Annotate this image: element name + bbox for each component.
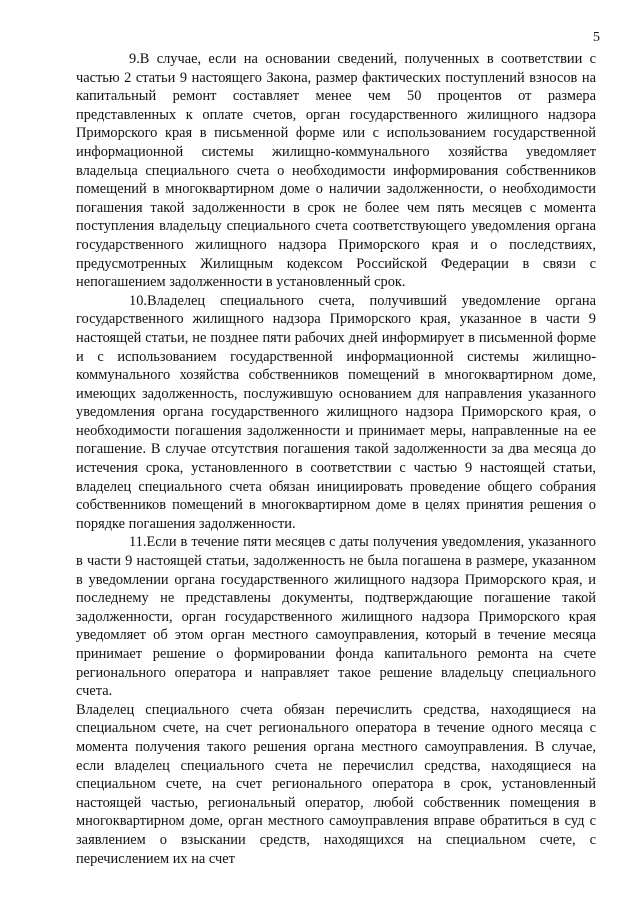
paragraph-9: 9.В случае, если на основании сведений, полученных в соответствии с частью 2 статьи 9 настоящего Закона, размер фактических поступлений взносов на капитальный ремонт составляет менее чем 50 процентов от размера представленных к оплате счетов, орган государственного жилищного надзора Приморского края в письменной форме или с использованием государственной информационной системы жилищно-коммунального хозяйства уведомляет владельца специального счета о необходимости информирования собственников помещений в многоквартирном доме о наличии задолженности, о необходимости погашения такой задолженности в срок не более чем пять месяцев с момента поступления владельцу специального счета соответствующего уведомления органа государственного жилищного надзора Приморского края и о последствиях, предусмотренных Жилищным кодексом Российской Федерации в связи с непогашением задолженности в установленный срок. [76,51,596,291]
paragraph-11: 11.Если в течение пяти месяцев с даты получения уведомления, указанного в части 9 настоящей статьи, задолженность не была погашена в размере, указанном в уведомлении органа государственного жилищного надзора Приморского края, и последнему не представлены документы, подтверждающие погашение такой задолженности, орган государственного жилищного надзора Приморского края уведомляет об этом орган местного самоуправления, который в течение месяца принимает решение о формировании фонда капитального ремонта на счете регионального оператора и направляет такое решение владельцу специального счета. [76,534,596,700]
page-number: 5 [593,30,600,45]
document-body [76,50,596,868]
paragraph-10: 10.Владелец специального счета, получивший уведомление органа государственного жилищного надзора Приморского края, указанное в части 9 настоящей статьи, не позднее пяти рабочих дней информирует в письменной форме и с использованием государственной информационной системы жилищно-коммунального хозяйства собственников помещений в многоквартирном доме, имеющих задолженность, послужившую основанием для направления указанного уведомления органа государственного жилищного надзора Приморского края, о необходимости погашения задолженности и принимает меры, направленные на ее погашение. В случае отсутствия погашения такой задолженности за два месяца до истечения срока, установленного в соответствии с частью 9 настоящей статьи, владелец специального счета обязан инициировать проведение общего собрания собственников помещений в многоквартирном доме в целях принятия решения о порядке погашения задолженности. [76,292,596,532]
paragraph-11-continuation: Владелец специального счета обязан перечислить средства, находящиеся на специальном счете, на счет регионального оператора в течение одного месяца с момента получения такого решения органа местного самоуправления. В случае, если владелец специального счета не перечислил средства, находящиеся на специальном счете, на счет регионального оператора в срок, установленный настоящей частью, региональный оператор, любой собственник помещения в многоквартирном доме, орган местного самоуправления вправе обратиться в суд с заявлением о взыскании средств, находящихся на специальном счете, с перечислением их на счет [76,701,596,867]
